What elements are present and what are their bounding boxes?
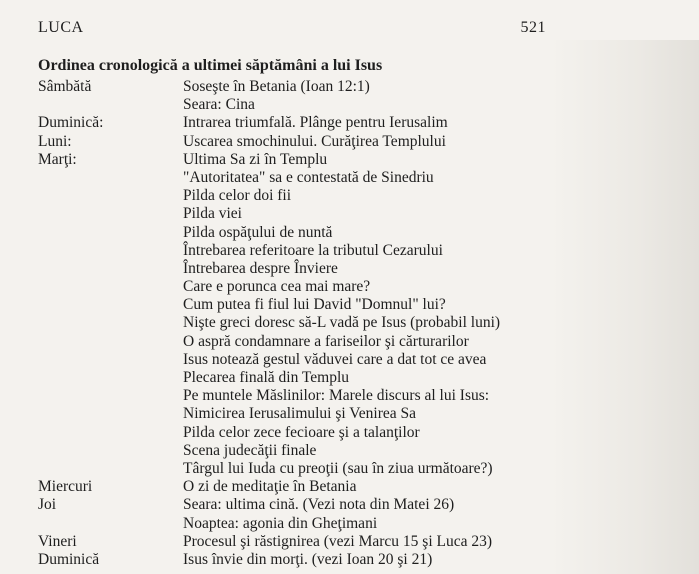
page-number: 521 <box>520 19 546 36</box>
chronology-row <box>38 224 558 242</box>
day-label <box>38 387 183 405</box>
book-name: LUCA <box>38 19 84 36</box>
day-label <box>38 205 183 223</box>
day-label <box>38 169 183 187</box>
day-label <box>38 260 183 278</box>
event-text: Plecarea finală din Templu <box>183 369 350 386</box>
event-text: Nişte greci doresc să-L vadă pe Isus (probabil luni) <box>183 314 501 332</box>
day-label: Duminică: <box>38 114 104 132</box>
day-label <box>38 242 183 260</box>
event-text: "Autoritatea" sa e contestată de Sinedriu <box>183 168 434 186</box>
chronology-row <box>38 278 558 296</box>
event-text: Isus notează gestul văduvei care a dat tot ce avea <box>183 350 487 368</box>
event-text: Nimicirea Ierusalimului şi Venirea Sa <box>183 405 417 423</box>
day-label: Marţi: <box>38 150 77 168</box>
event-text: Care e porunca cea mai mare? <box>183 278 371 296</box>
day-label <box>38 278 183 296</box>
chronology-row <box>38 405 558 423</box>
event-text: Ultima Sa zi în Templu <box>183 150 328 168</box>
chronology-row <box>38 333 558 351</box>
chronology-row <box>38 78 558 96</box>
chronology-row <box>38 314 558 332</box>
event-text: Isus învie din morţi. (vezi Ioan 20 şi 21) <box>183 550 433 568</box>
event-text: Uscarea smochinului. Curăţirea Templului <box>183 132 446 150</box>
day-label <box>38 515 183 533</box>
event-text: Intrarea triumfală. Plânge pentru Ierusalim <box>183 114 448 132</box>
day-label <box>38 405 183 423</box>
event-text: Pe muntele Măslinilor: Marele discurs al lui Isus: <box>183 387 490 405</box>
event-text: O aspră condamnare a fariseilor şi cărturarilor <box>183 332 469 350</box>
day-label: Vineri <box>38 532 77 550</box>
event-text: Seara: Cina <box>183 96 255 114</box>
day-label: Joi <box>38 496 57 514</box>
day-label <box>38 314 183 332</box>
event-text: Întrebarea referitoare la tributul Cezarului <box>183 241 443 259</box>
bleed-through-shading <box>549 40 699 574</box>
event-text: Întrebarea despre Înviere <box>183 259 338 277</box>
section-title: Ordinea cronologică a ultimei săptămâni a lui Isus <box>38 57 383 74</box>
chronology-row <box>38 442 558 460</box>
chronology-row <box>38 460 558 478</box>
chronology-row <box>38 515 558 533</box>
chronology-row <box>38 533 558 551</box>
chronology-row <box>38 387 558 405</box>
day-label <box>38 369 183 387</box>
chronology-row <box>38 260 558 278</box>
day-label <box>38 424 183 442</box>
day-label <box>38 224 183 242</box>
chronology-row <box>38 496 558 514</box>
running-head <box>38 19 546 37</box>
day-label: Miercuri <box>38 478 93 496</box>
event-text: Scena judecăţii finale <box>183 441 317 459</box>
chronology-row <box>38 478 558 496</box>
event-text: Procesul şi răstignirea (vezi Marcu 15 şi Luca 23) <box>183 532 493 550</box>
chronology-row <box>38 169 558 187</box>
day-label <box>38 96 183 114</box>
chronology-row <box>38 151 558 169</box>
chronology-row <box>38 551 558 569</box>
event-text: Târgul lui Iuda cu preoţii (sau în ziua următoare?) <box>183 459 493 477</box>
event-text: Pilda celor zece fecioare şi a talanţilor <box>183 423 420 441</box>
day-label <box>38 460 183 478</box>
day-label: Sâmbătă <box>38 78 92 95</box>
event-text: Seara: ultima cină. (Vezi nota din Matei 26) <box>183 496 455 514</box>
chronology-row <box>38 369 558 387</box>
event-text: Noaptea: agonia din Gheţimani <box>183 514 378 532</box>
chronology-row <box>38 351 558 369</box>
event-text: Cum putea fi fiul lui David "Domnul" lui? <box>183 296 446 314</box>
chronology-row <box>38 133 558 151</box>
day-label <box>38 442 183 460</box>
chronology-row <box>38 114 558 132</box>
chronology-row <box>38 96 558 114</box>
day-label: Duminică <box>38 550 100 568</box>
chronology-row <box>38 242 558 260</box>
day-label <box>38 187 183 205</box>
chronology-table <box>38 78 558 569</box>
chronology-row <box>38 424 558 442</box>
event-text: Soseşte în Betania (Ioan 12:1) <box>183 78 370 95</box>
day-label: Luni: <box>38 132 72 150</box>
chronology-row <box>38 205 558 223</box>
day-label <box>38 333 183 351</box>
day-label <box>38 351 183 369</box>
chronology-row <box>38 187 558 205</box>
chronology-row <box>38 296 558 314</box>
event-text: Pilda ospăţului de nuntă <box>183 223 333 241</box>
event-text: Pilda celor doi fii <box>183 187 292 205</box>
event-text: Pilda viei <box>183 205 242 223</box>
event-text: O zi de meditaţie în Betania <box>183 478 357 496</box>
day-label <box>38 296 183 314</box>
